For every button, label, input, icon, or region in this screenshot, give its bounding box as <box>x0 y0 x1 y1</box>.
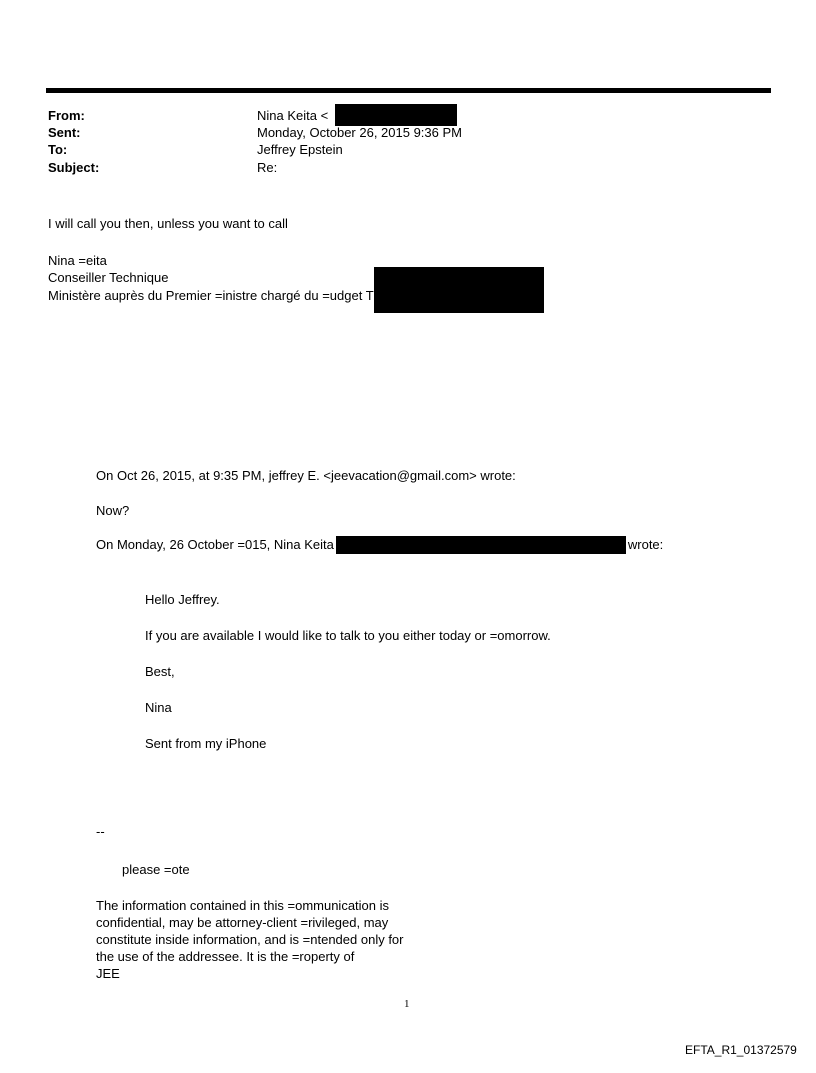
quote-intro: On Oct 26, 2015, at 9:35 PM, jeffrey E. <jeevacation@gmail.com> wrote: <box>96 468 516 483</box>
quote-hello: Hello Jeffrey. <box>145 592 220 607</box>
disclaimer-line: The information contained in this =ommunication is <box>96 898 390 913</box>
body-line: I will call you then, unless you want to call <box>48 216 288 231</box>
quote-intro-2: On Monday, 26 October =015, Nina Keita <box>96 537 334 552</box>
quote-best: Best, <box>145 664 175 679</box>
subject-value: Re: <box>257 160 278 175</box>
from-label: From: <box>48 108 85 123</box>
redaction <box>336 536 626 554</box>
disclaimer-line: constitute inside information, and is =ntended only for <box>96 932 404 947</box>
quote-message: If you are available I would like to talk to you either today or =omorrow. <box>145 628 551 643</box>
separator-dashes: -- <box>96 824 105 839</box>
signature-org: Ministère auprès du Premier =inistre chargé du =udget T <box>48 288 374 303</box>
please-note: please =ote <box>122 862 190 877</box>
to-value: Jeffrey Epstein <box>257 142 343 157</box>
header-rule <box>46 88 771 93</box>
from-value: Nina Keita < <box>257 108 329 123</box>
signature-org-row <box>48 267 546 313</box>
quote-wrote: wrote: <box>627 537 664 552</box>
sent-value: Monday, October 26, 2015 9:36 PM <box>257 125 462 140</box>
to-label: To: <box>48 142 68 157</box>
signature-title: Conseiller Technique <box>48 270 169 285</box>
quote-nina: Nina <box>145 700 172 715</box>
disclaimer-line: the use of the addressee. It is the =roperty of <box>96 949 355 964</box>
quote-now: Now? <box>96 503 130 518</box>
signature-name: Nina =eita <box>48 253 107 268</box>
page-number: 1 <box>404 998 410 1010</box>
redaction <box>374 267 544 313</box>
quote-intro-2-row <box>96 536 663 554</box>
disclaimer-line: JEE <box>96 966 120 981</box>
quote-sent-from: Sent from my iPhone <box>145 736 267 751</box>
disclaimer-line: confidential, may be attorney-client =rivileged, may <box>96 915 389 930</box>
subject-label: Subject: <box>48 160 100 175</box>
document-id: EFTA_R1_01372579 <box>685 1043 797 1057</box>
sent-label: Sent: <box>48 125 81 140</box>
redaction <box>335 104 457 126</box>
